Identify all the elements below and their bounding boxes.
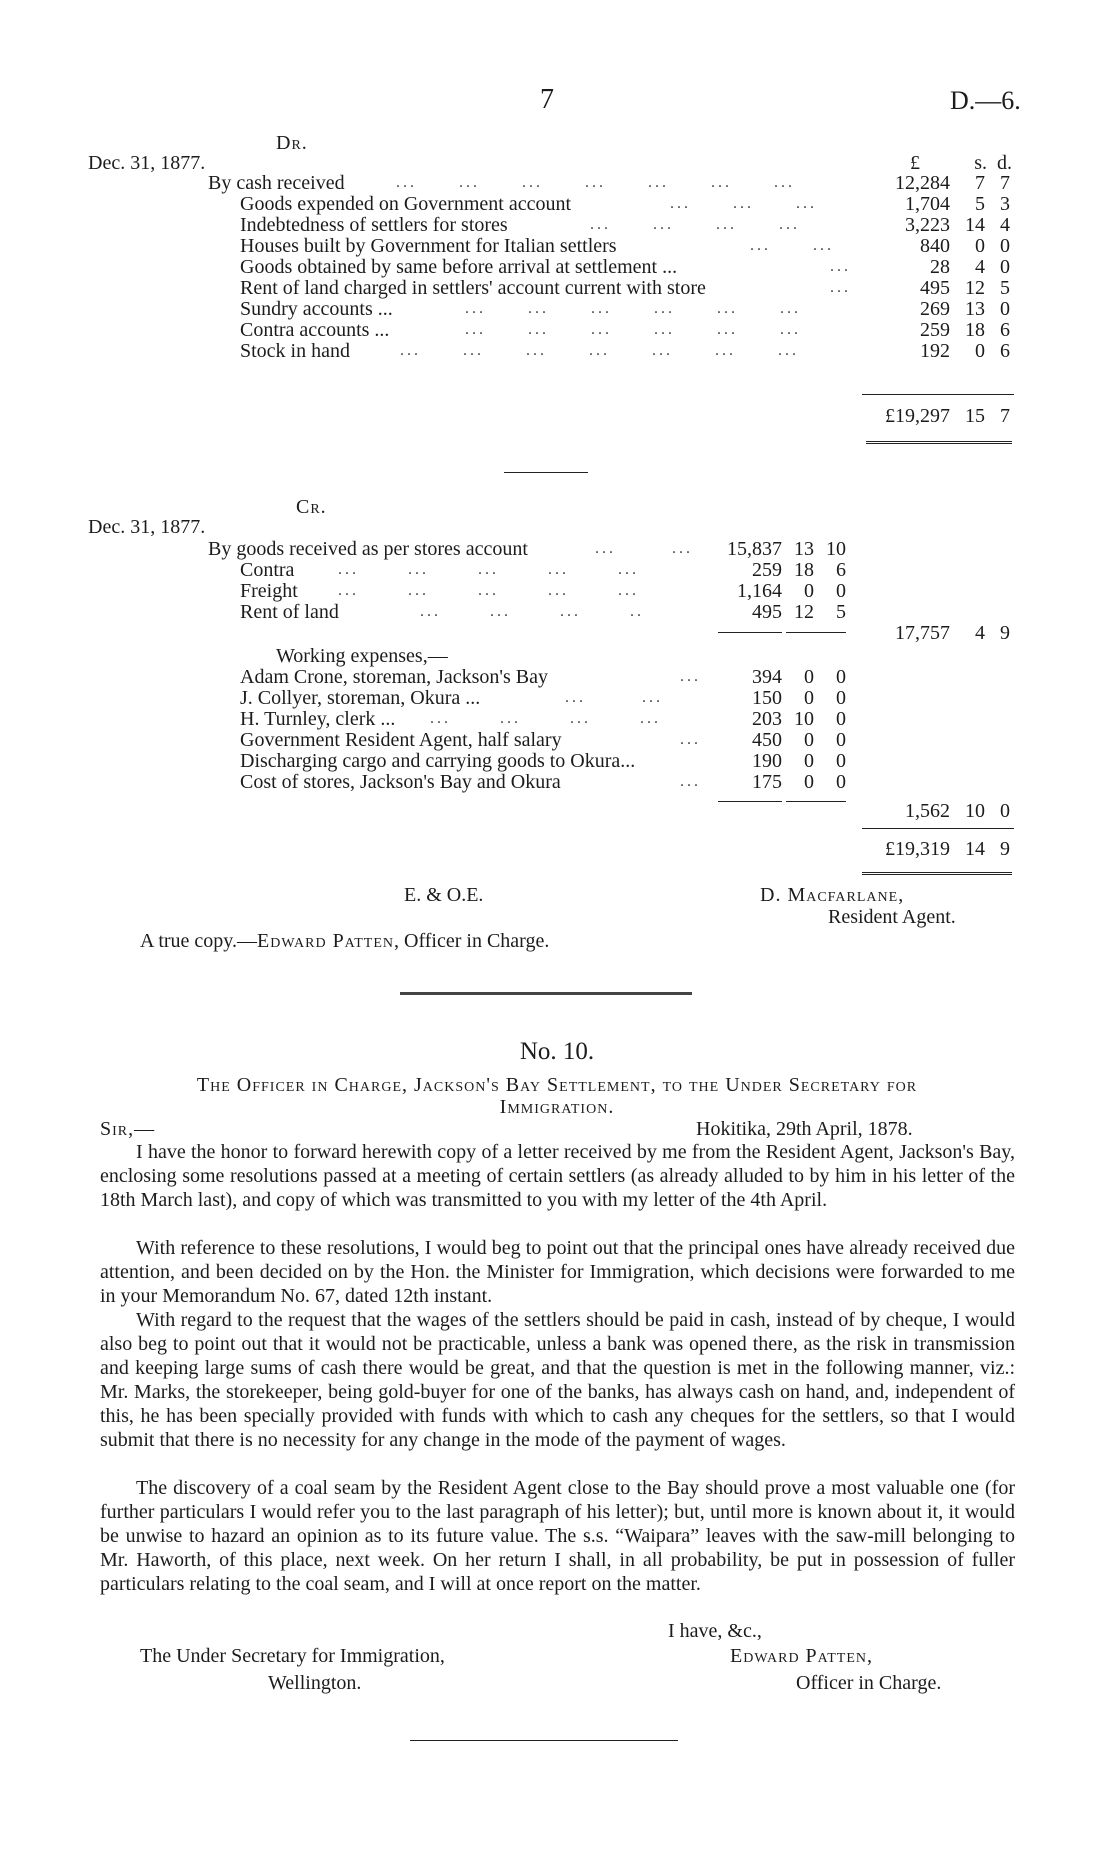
document-reference: D.—6. (950, 86, 1021, 115)
section-divider (400, 992, 692, 995)
cr-amount-pounds: 394 (752, 666, 782, 688)
cr-amount-pounds: 150 (752, 687, 782, 709)
cr-amount-pounds: 203 (752, 708, 782, 730)
resident-agent-name: D. Macfarlane, (760, 884, 905, 906)
dr-amount-pounds: 495 (920, 277, 950, 299)
cr-goods-rule (718, 632, 782, 633)
cr-working-rule (786, 801, 846, 802)
dot-leader: ... ... ... ... ... ... ... (396, 174, 795, 191)
dr-amount-shillings: 18 (965, 319, 985, 341)
dr-amount-pounds: 840 (920, 235, 950, 257)
letter-title-line2: Immigration. (499, 1096, 615, 1118)
dot-leader: ... (830, 258, 851, 275)
dot-leader: ... ... (750, 237, 834, 254)
dr-amount-shillings: 7 (975, 172, 985, 194)
cr-total-rule (862, 828, 1014, 829)
cr-amount-shillings: 0 (804, 771, 814, 793)
cr-row-label: Government Resident Agent, half salary (240, 729, 562, 751)
cr-row-label: H. Turnley, clerk ... (240, 708, 396, 730)
dr-amount-pence: 6 (1000, 319, 1010, 341)
cr-amount-pence: 0 (836, 708, 846, 730)
cr-amount-shillings: 18 (794, 559, 814, 581)
errors-omissions-excepted: E. & O.E. (404, 884, 484, 906)
paragraph: With regard to the request that the wages of the settlers should be paid in cash, instead of by cheque, I would also beg to point out that it would not be practicable, unless a bank was opened there, as the risk in transmission and keeping large sums of cash there would be great, and that the question is met in the following manner, viz.: Mr. Marks, the storekeeper, being gold-buyer for one of the banks, has always cash on hand, and, independent of this, he has been specially provided with funds with which to cash any cheques for the settlers, so that I would submit that there is no necessity for any change in the mode of the payment of wages. (100, 1309, 1015, 1451)
cr-working-subtotal-pounds: 1,562 (905, 800, 950, 822)
cr-amount-pounds: 259 (752, 559, 782, 581)
dot-leader: ... ... ... (670, 195, 817, 212)
dr-amount-pounds: 192 (920, 340, 950, 362)
dr-heading: Dr. (276, 132, 308, 154)
dr-row-label: Indebtedness of settlers for stores (240, 214, 508, 236)
dot-leader: ... ... ... .. (420, 603, 644, 620)
dr-row-label: Contra accounts ... (240, 319, 390, 341)
dr-amount-pence: 7 (1000, 172, 1010, 194)
dr-total-shillings: 15 (965, 405, 985, 427)
cr-amount-shillings: 0 (804, 729, 814, 751)
paragraph: I have the honor to forward herewith copy of a letter received by me from the Resident Agent, Jackson's Bay, enclosing some resolutions passed at a meeting of certain settlers (as already alluded to by him in his letter of the 18th March last), and copy of which was transmitted to you with my letter of the 4th April. (100, 1141, 1015, 1211)
cr-working-rule (718, 801, 782, 802)
dr-amount-shillings: 14 (965, 214, 985, 236)
signer-title: Officer in Charge. (796, 1672, 942, 1694)
letter-number: No. 10. (519, 1038, 595, 1065)
resident-agent-title: Resident Agent. (828, 906, 956, 928)
cr-row-label: By goods received as per stores account (208, 538, 528, 560)
cr-amount-shillings: 13 (794, 538, 814, 560)
cr-row-label: Discharging cargo and carrying goods to Okura... (240, 750, 636, 772)
cr-amount-pounds: 190 (752, 750, 782, 772)
dr-amount-pounds: 12,284 (895, 172, 950, 194)
dot-leader: ... (680, 668, 701, 685)
dr-amount-pence: 0 (1000, 256, 1010, 278)
cr-total-pounds: £19,319 (885, 838, 950, 860)
cr-amount-pounds: 15,837 (727, 538, 782, 560)
cr-date: Dec. 31, 1877. (88, 516, 206, 538)
section-divider (410, 1740, 678, 1741)
dr-row-label: Houses built by Government for Italian settlers (240, 235, 617, 257)
letter-title-line1: The Officer in Charge, Jackson's Bay Settlement, to the Under Secretary for (196, 1074, 918, 1096)
dr-amount-shillings: 13 (965, 298, 985, 320)
cr-amount-pence: 0 (836, 580, 846, 602)
dr-row-label: Sundry accounts ... (240, 298, 393, 320)
dot-leader: ... ... ... ... ... ... (465, 321, 801, 338)
dot-leader: ... ... (595, 540, 693, 557)
dot-leader: ... (680, 773, 701, 790)
dr-total-double-rule (866, 441, 1012, 444)
dot-leader: ... ... ... ... ... (338, 582, 639, 599)
cr-amount-pounds: 1,164 (737, 580, 782, 602)
cr-amount-shillings: 12 (794, 601, 814, 623)
signer-name: Edward Patten, (730, 1645, 873, 1667)
dr-row-label: Rent of land charged in settlers' account current with store (240, 277, 706, 299)
cr-goods-rule (786, 632, 846, 633)
dr-amount-shillings: 0 (975, 340, 985, 362)
cr-row-label: Cost of stores, Jackson's Bay and Okura (240, 771, 561, 793)
cr-row-label: Rent of land (240, 601, 339, 623)
dr-row-label: Goods expended on Government account (240, 193, 572, 215)
dr-amount-pounds: 269 (920, 298, 950, 320)
cr-row-label: J. Collyer, storeman, Okura ... (240, 687, 481, 709)
dot-leader: ... ... ... ... ... ... ... (400, 342, 799, 359)
cr-total-shillings: 14 (965, 838, 985, 860)
dr-amount-pence: 6 (1000, 340, 1010, 362)
dr-amount-pounds: 3,223 (905, 214, 950, 236)
cr-amount-pounds: 495 (752, 601, 782, 623)
dr-total-pence: 7 (1000, 405, 1010, 427)
section-divider (504, 472, 588, 473)
cr-amount-shillings: 10 (794, 708, 814, 730)
dot-leader: ... ... ... ... ... ... (465, 300, 801, 317)
dr-amount-pence: 5 (1000, 277, 1010, 299)
dr-amount-pence: 4 (1000, 214, 1010, 236)
cr-amount-shillings: 0 (804, 750, 814, 772)
dr-total-rule (862, 394, 1014, 395)
dr-total-pounds: £19,297 (885, 405, 950, 427)
cr-row-label: Adam Crone, storeman, Jackson's Bay (240, 666, 548, 688)
cr-goods-subtotal-pounds: 17,757 (895, 622, 950, 644)
dr-row-label: Goods obtained by same before arrival at settlement ... (240, 256, 678, 278)
paragraph: With reference to these resolutions, I would beg to point out that the principal ones have already received due attention, and been decided on by the Hon. the Minister for Immigration, which decisions were forwarded to me in your Memorandum No. 67, dated 12th instant. (100, 1237, 1015, 1307)
dr-header-pence: d. (997, 152, 1012, 174)
dr-header-shillings: s. (974, 152, 987, 174)
cr-amount-pence: 0 (836, 750, 846, 772)
cr-goods-subtotal-pence: 9 (1000, 622, 1010, 644)
cr-working-subtotal-pence: 0 (1000, 800, 1010, 822)
place-date: Hokitika, 29th April, 1878. (696, 1118, 913, 1140)
dot-leader: ... (680, 731, 701, 748)
cr-goods-subtotal-shillings: 4 (975, 622, 985, 644)
dot-leader: ... ... ... ... ... (338, 561, 639, 578)
cr-amount-shillings: 0 (804, 666, 814, 688)
cr-amount-pence: 10 (826, 538, 846, 560)
dr-amount-pence: 0 (1000, 235, 1010, 257)
dr-date: Dec. 31, 1877. (88, 152, 206, 174)
dr-amount-shillings: 5 (975, 193, 985, 215)
cr-amount-pence: 0 (836, 687, 846, 709)
dr-amount-pounds: 28 (930, 256, 950, 278)
dr-amount-pence: 0 (1000, 298, 1010, 320)
true-copy-line: A true copy.—Edward Patten, Officer in Charge. (140, 930, 550, 952)
cr-heading: Cr. (296, 496, 327, 518)
dot-leader: ... ... (565, 689, 663, 706)
cr-amount-shillings: 0 (804, 580, 814, 602)
cr-amount-pence: 6 (836, 559, 846, 581)
working-expenses-heading: Working expenses,— (276, 645, 448, 667)
dot-leader: ... ... ... ... (590, 216, 800, 233)
cr-total-pence: 9 (1000, 838, 1010, 860)
dr-amount-pounds: 259 (920, 319, 950, 341)
cr-amount-pence: 0 (836, 771, 846, 793)
page-number: 7 (540, 84, 554, 115)
dr-row-label: Stock in hand (240, 340, 350, 362)
dr-amount-shillings: 0 (975, 235, 985, 257)
paragraph: The discovery of a coal seam by the Resident Agent close to the Bay should prove a most valuable one (for further particulars I would refer you to the last paragraph of his letter); but, until more is known about it, it would be unwise to hazard an opinion as to its future value. The s.s. “Waipara” leaves with the saw-mill belonging to Mr. Haworth, of this place, next week. On her return I shall, in all probability, be put in possession of fuller particulars relating to the coal seam, and I will at once report on the matter. (100, 1477, 1015, 1595)
cr-total-double-rule (862, 872, 1012, 875)
dr-amount-pence: 3 (1000, 193, 1010, 215)
cr-working-subtotal-shillings: 10 (965, 800, 985, 822)
dr-amount-shillings: 4 (975, 256, 985, 278)
dr-row-label: By cash received (208, 172, 345, 194)
dr-amount-shillings: 12 (965, 277, 985, 299)
cr-amount-pounds: 450 (752, 729, 782, 751)
cr-amount-pence: 0 (836, 666, 846, 688)
cr-amount-pounds: 175 (752, 771, 782, 793)
dr-amount-pounds: 1,704 (905, 193, 950, 215)
cr-row-label: Contra (240, 559, 295, 581)
dr-header-pounds: £ (910, 152, 920, 174)
addressee-line1: The Under Secretary for Immigration, (140, 1645, 445, 1667)
dot-leader: ... (830, 279, 851, 296)
addressee-line2: Wellington. (268, 1672, 362, 1694)
dot-leader: ... ... ... ... (430, 710, 661, 727)
salutation: Sir,— (100, 1118, 156, 1140)
cr-row-label: Freight (240, 580, 298, 602)
cr-amount-pence: 0 (836, 729, 846, 751)
cr-amount-pence: 5 (836, 601, 846, 623)
cr-amount-shillings: 0 (804, 687, 814, 709)
closing: I have, &c., (668, 1620, 762, 1642)
